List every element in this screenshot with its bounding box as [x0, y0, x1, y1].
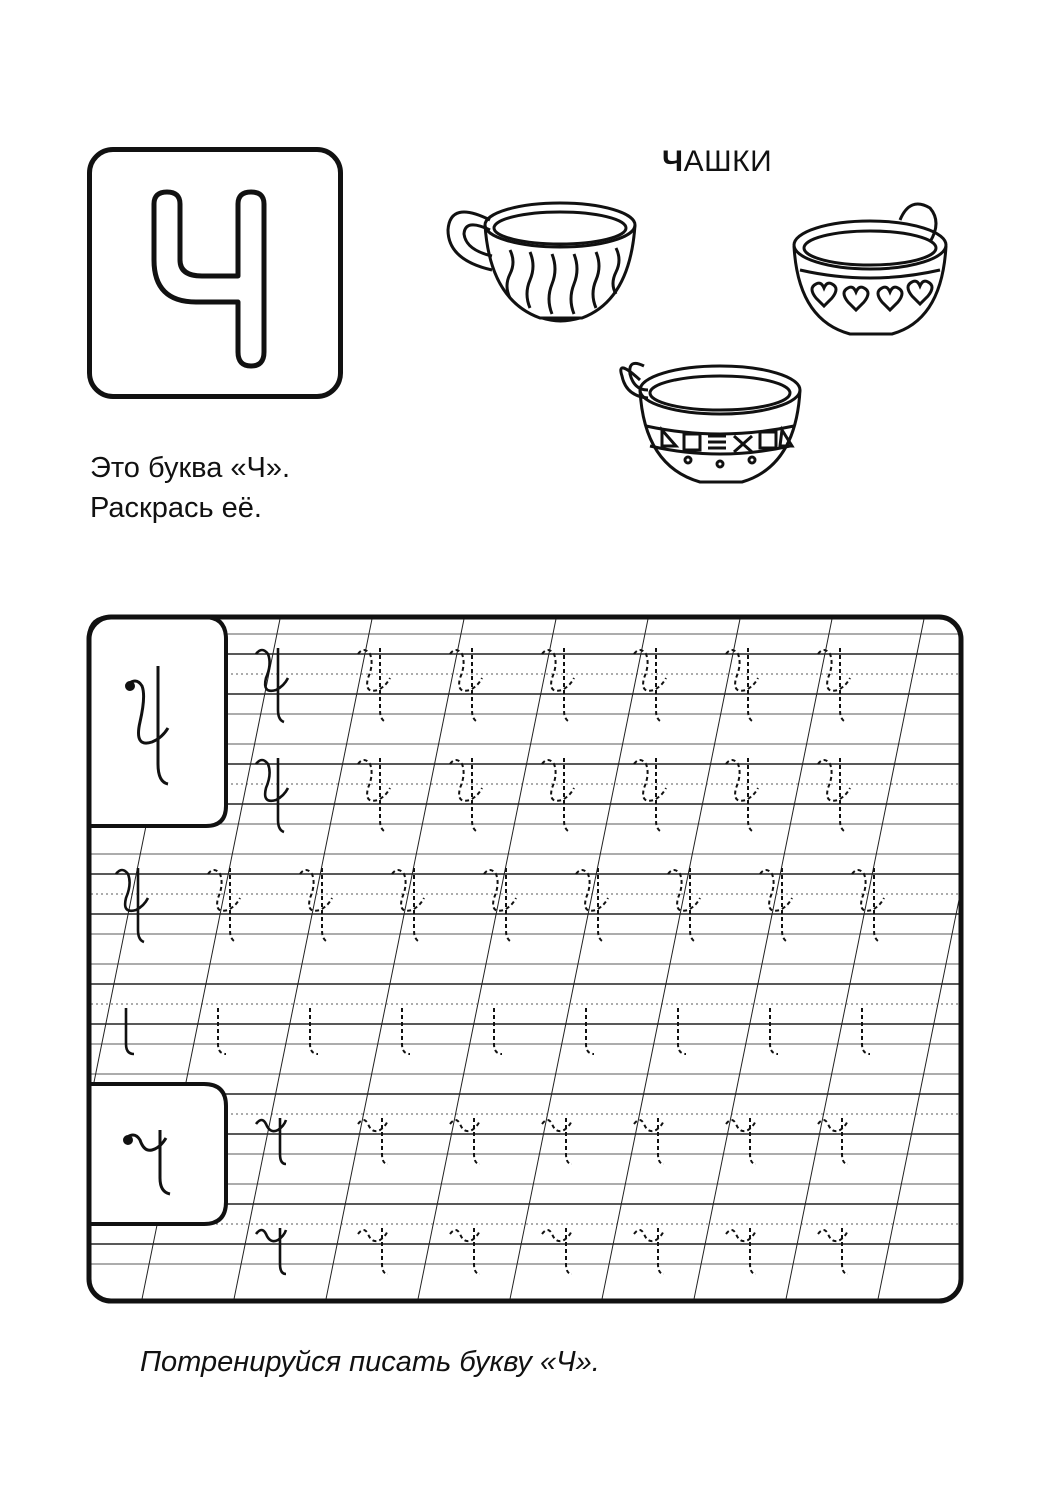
letter-box: [87, 147, 343, 399]
practice-letter: [218, 1008, 226, 1054]
practice-letter: [392, 868, 424, 942]
practice-letter: [358, 758, 390, 832]
practice-letter: [678, 1008, 686, 1054]
practice-letter: [634, 1228, 664, 1274]
outlined-letter-che: [92, 152, 348, 404]
practice-letter: [402, 1008, 410, 1054]
practice-letter: [726, 1228, 756, 1274]
practice-letter: [852, 868, 884, 942]
handwriting-practice-grid: [86, 614, 964, 1304]
cup-hearts: [794, 204, 946, 334]
instruction-line-2: Раскрась её.: [90, 492, 262, 524]
practice-letter: [668, 868, 700, 942]
instruction-line-1: Это буква «Ч».: [90, 452, 291, 484]
cup-geometric: [621, 363, 800, 482]
practice-letter: [542, 758, 574, 832]
word-title: [662, 145, 772, 179]
practice-letter: [542, 1228, 572, 1274]
practice-letter: [726, 1118, 756, 1164]
practice-letter: [818, 1118, 848, 1164]
model-uppercase-box: [89, 617, 226, 826]
practice-letter: [450, 1118, 480, 1164]
slant-line: [417, 614, 557, 1304]
practice-letter: [358, 1228, 388, 1274]
practice-letter: [450, 758, 482, 832]
practice-letter: [494, 1008, 502, 1054]
practice-letter: [770, 1008, 778, 1054]
practice-letter: [256, 1228, 286, 1274]
cups-illustration: [430, 190, 970, 500]
model-lowercase-box: [89, 1084, 226, 1224]
practice-letter: [634, 648, 666, 722]
practice-letter: [542, 648, 574, 722]
practice-letter: [818, 648, 850, 722]
practice-letter: [256, 1118, 286, 1164]
practice-letter: [484, 868, 516, 942]
practice-letter: [576, 868, 608, 942]
practice-letter: [358, 1118, 388, 1164]
practice-letter: [818, 1228, 848, 1274]
practice-letter: [300, 868, 332, 942]
slant-line: [325, 614, 465, 1304]
slant-line: [601, 614, 741, 1304]
practice-letter: [818, 758, 850, 832]
practice-letter: [358, 648, 390, 722]
cup-striped: [448, 203, 635, 321]
practice-letter: [450, 1228, 480, 1274]
practice-letter: [726, 648, 758, 722]
practice-letter: [634, 1118, 664, 1164]
practice-letter: [634, 758, 666, 832]
practice-letter: [726, 758, 758, 832]
word-title-first-letter: Ч: [662, 145, 684, 178]
practice-letter: [760, 868, 792, 942]
practice-letter: [126, 1008, 134, 1054]
practice-letter: [542, 1118, 572, 1164]
practice-letters: [116, 648, 884, 1274]
practice-letter: [586, 1008, 594, 1054]
slant-line: [509, 614, 649, 1304]
practice-letter: [450, 648, 482, 722]
slant-line: [693, 614, 833, 1304]
slant-line: [785, 614, 925, 1304]
practice-letter: [862, 1008, 870, 1054]
practice-caption: Потренируйся писать букву «Ч».: [140, 1346, 600, 1378]
slant-line: [233, 614, 373, 1304]
instruction-text: [90, 448, 290, 528]
slant-line: [877, 614, 964, 1304]
practice-letter: [310, 1008, 318, 1054]
practice-letter: [256, 758, 288, 832]
word-title-rest: АШКИ: [683, 145, 773, 178]
practice-letter: [208, 868, 240, 942]
practice-letter: [116, 868, 148, 942]
